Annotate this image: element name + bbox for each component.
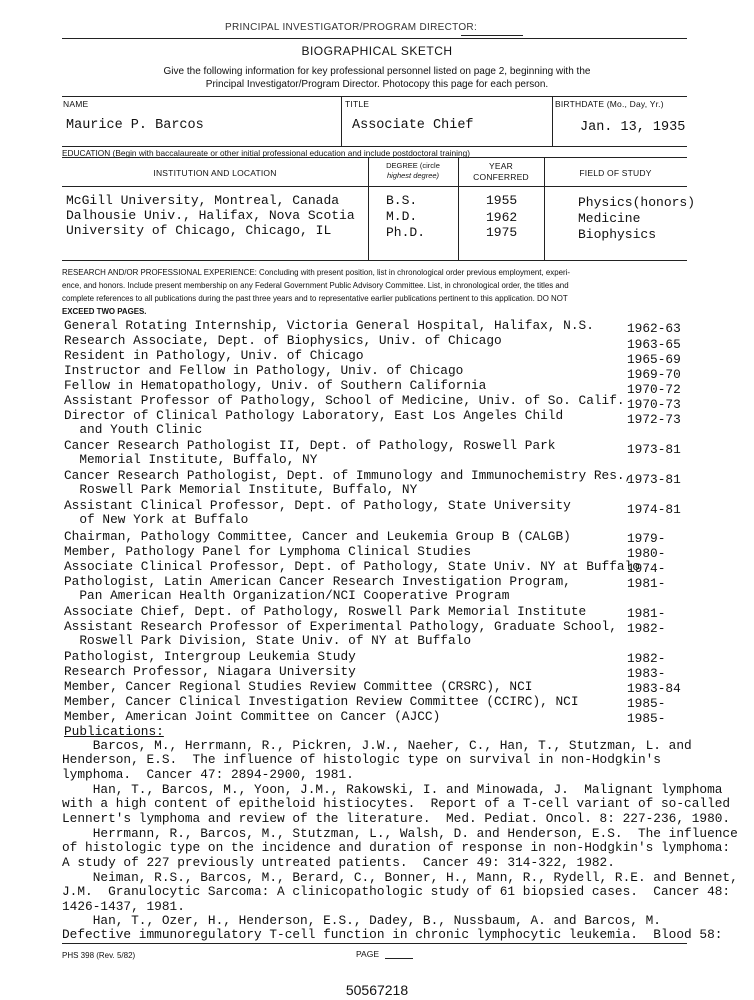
experience-years: 1970-72 (627, 382, 681, 397)
title-label: TITLE (345, 99, 370, 109)
experience-entry: Research Associate, Dept. of Biophysics, Univ. of Chicago (64, 333, 502, 348)
publication-entry: Herrmann, R., Barcos, M., Stutzman, L., Walsh, D. and Henderson, E.S. The influence of histologic type on the incidence and duration of response in non-Hodgkin's lymphoma: A study of 227 previously untreated patients. Cancer 49: 314-322, 1982. (62, 826, 738, 870)
experience-years: 1979- (627, 531, 666, 546)
experience-years: 1983-84 (627, 681, 681, 696)
experience-entry: General Rotating Internship, Victoria General Hospital, Halifax, N.S. (64, 318, 594, 333)
experience-years: 1973-81 (627, 472, 681, 487)
edu-year: 1962 (486, 210, 518, 225)
education-header-border (62, 186, 687, 187)
experience-years: 1972-73 (627, 412, 681, 427)
title-value: Associate Chief (352, 118, 474, 133)
col-degree-line2: highest degree) (386, 171, 440, 180)
experience-entry: Fellow in Hematopathology, Univ. of Southern California (64, 378, 487, 393)
identity-bottom-border (62, 146, 687, 147)
experience-years: 1982- (627, 651, 666, 666)
page-underline (385, 958, 413, 959)
experience-entry: Assistant Clinical Professor, Dept. of Pathology, State University of New York at Buffalo (64, 498, 571, 527)
experience-years: 1969-70 (627, 367, 681, 382)
col-institution: INSTITUTION AND LOCATION (153, 168, 277, 178)
instructions-line-2: Principal Investigator/Program Director. Photocopy this page for each person. (205, 79, 549, 90)
publication-entry: Neiman, R.S., Barcos, M., Berard, C., Bonner, H., Mann, R., Rydell, R.E. and Bennet, J.M. Granulocytic Sarcoma: A clinicopathologic study of 61 biopsied cases. Cancer 48: 1426-1437, 1981. (62, 870, 738, 914)
document-number: 50567218 (345, 982, 409, 998)
name-value: Maurice P. Barcos (66, 118, 204, 133)
edu-degree: Ph.D. (386, 225, 426, 240)
edu-degree: B.S. (386, 193, 418, 208)
edu-year: 1975 (486, 225, 518, 240)
publication-entry: Han, T., Barcos, M., Yoon, J.M., Rakowski, I. and Minowada, J. Malignant lymphoma with a high content of epitheloid histiocytes. Report of a T-cell variant of so-called Lennert's lymphoma and review of the literature. Med. Pediat. Oncol. 8: 227-236, 1980. (62, 782, 731, 826)
identity-divider-1 (341, 96, 342, 146)
top-rule (62, 38, 687, 39)
experience-instructions-3: complete references to all publications during the past three years and to representative earlier publications pertinent to this application. DO NOT (62, 294, 568, 303)
identity-top-border (62, 96, 687, 97)
experience-years: 1983- (627, 666, 666, 681)
experience-years: 1985- (627, 696, 666, 711)
edu-degree: M.D. (386, 209, 418, 224)
name-label: NAME (63, 99, 89, 109)
edu-institution: Dalhousie Univ., Halifax, Nova Scotia (66, 208, 355, 223)
col-year-line2: CONFERRED (473, 172, 529, 182)
experience-entry: Pathologist, Intergroup Leukemia Study (64, 649, 356, 664)
experience-entry: Director of Clinical Pathology Laboratory, East Los Angeles Child and Youth Clinic (64, 408, 564, 437)
education-bottom-border (62, 260, 687, 261)
experience-entry: Chairman, Pathology Committee, Cancer and Leukemia Group B (CALGB) (64, 529, 571, 544)
experience-years: 1980- (627, 546, 666, 561)
edu-field: Physics(honors) (578, 195, 696, 210)
birthdate-label: BIRTHDATE (Mo., Day, Yr.) (555, 99, 664, 109)
edu-institution: McGill University, Montreal, Canada (66, 193, 340, 208)
experience-instructions-2: ence, and honors. Include present membership on any Federal Government Public Advisory Committee. List, in chronological order, the titles and (62, 281, 569, 290)
experience-years: 1981- (627, 606, 666, 621)
pi-underline (461, 35, 523, 36)
edu-field: Biophysics (578, 227, 657, 242)
birthdate-value: Jan. 13, 1935 (580, 120, 686, 135)
experience-entry: Cancer Research Pathologist II, Dept. of Pathology, Roswell Park Memorial Institute, Buffalo, NY (64, 438, 556, 467)
page-label: PAGE (356, 949, 379, 959)
experience-years: 1982- (627, 621, 666, 636)
experience-entry: Assistant Professor of Pathology, School of Medicine, Univ. of So. Calif. (64, 393, 625, 408)
col-year-line1: YEAR (489, 161, 513, 171)
experience-entry: Member, Cancer Clinical Investigation Review Committee (CCIRC), NCI (64, 694, 579, 709)
experience-entry: Cancer Research Pathologist, Dept. of Immunology and Immunochemistry Res., Roswell Park Memorial Institute, Buffalo, NY (64, 468, 633, 497)
experience-entry: Resident in Pathology, Univ. of Chicago (64, 348, 364, 363)
experience-entry: Research Professor, Niagara University (64, 664, 356, 679)
experience-instructions-1: RESEARCH AND/OR PROFESSIONAL EXPERIENCE: Concluding with present position, list in chronological order previous employment, experi- (62, 268, 570, 277)
identity-divider-2 (552, 96, 553, 146)
experience-years: 1974-81 (627, 502, 681, 517)
publications-heading: Publications: (64, 724, 164, 739)
experience-entry: Member, Cancer Regional Studies Review Committee (CRSRC), NCI (64, 679, 533, 694)
col-field: FIELD OF STUDY (579, 168, 652, 178)
publication-entry: Han, T., Ozer, H., Henderson, E.S., Dadey, B., Nussbaum, A. and Barcos, M. Defective immunoregulatory T-cell function in chronic lymphocytic leukemia. Blood 58: (62, 913, 723, 943)
experience-entry: Member, Pathology Panel for Lymphoma Clinical Studies (64, 544, 472, 559)
experience-entry: Pathologist, Latin American Cancer Research Investigation Program, Pan American Health Organization/NCI Cooperative Program (64, 574, 571, 603)
experience-years: 1973-81 (627, 442, 681, 457)
edu-institution: University of Chicago, Chicago, IL (66, 223, 332, 238)
experience-entry: Assistant Research Professor of Experimental Pathology, Graduate School, Roswell Park Division, State Univ. of NY at Buffalo (64, 619, 617, 648)
experience-years: 1974- (627, 561, 666, 576)
experience-instructions-4: EXCEED TWO PAGES. (62, 307, 147, 316)
experience-entry: Member, American Joint Committee on Cancer (AJCC) (64, 709, 441, 724)
instructions-line-1: Give the following information for key professional personnel listed on page 2, beginning with the (163, 66, 591, 77)
bottom-rule (62, 943, 687, 944)
edu-field: Medicine (578, 211, 641, 226)
experience-entry: Associate Chief, Dept. of Pathology, Roswell Park Memorial Institute (64, 604, 587, 619)
experience-years: 1970-73 (627, 397, 681, 412)
experience-years: 1985- (627, 711, 666, 726)
education-label: EDUCATION (Begin with baccalaureate or other initial professional education and include postdoctoral training) (62, 148, 470, 158)
experience-years: 1963-65 (627, 337, 681, 352)
edu-year: 1955 (486, 193, 518, 208)
experience-entry: Associate Clinical Professor, Dept. of Pathology, State Univ. NY at Buffalo (64, 559, 640, 574)
experience-entry: Instructor and Fellow in Pathology, Univ. of Chicago (64, 363, 464, 378)
experience-years: 1962-63 (627, 321, 681, 336)
form-id: PHS 398 (Rev. 5/82) (62, 951, 136, 960)
page-title: BIOGRAPHICAL SKETCH (301, 44, 453, 58)
experience-years: 1965-69 (627, 352, 681, 367)
experience-years: 1981- (627, 576, 666, 591)
publication-entry: Barcos, M., Herrmann, R., Pickren, J.W., Naeher, C., Han, T., Stutzman, L. and Henderson, E.S. The influence of histologic type on survival in non-Hodgkin's lymphoma. Cancer 47: 2894-2900, 1981. (62, 738, 692, 782)
education-top-border (62, 157, 687, 158)
col-degree-line1: DEGREE (circle (386, 161, 440, 170)
pi-label: PRINCIPAL INVESTIGATOR/PROGRAM DIRECTOR: (225, 22, 478, 33)
